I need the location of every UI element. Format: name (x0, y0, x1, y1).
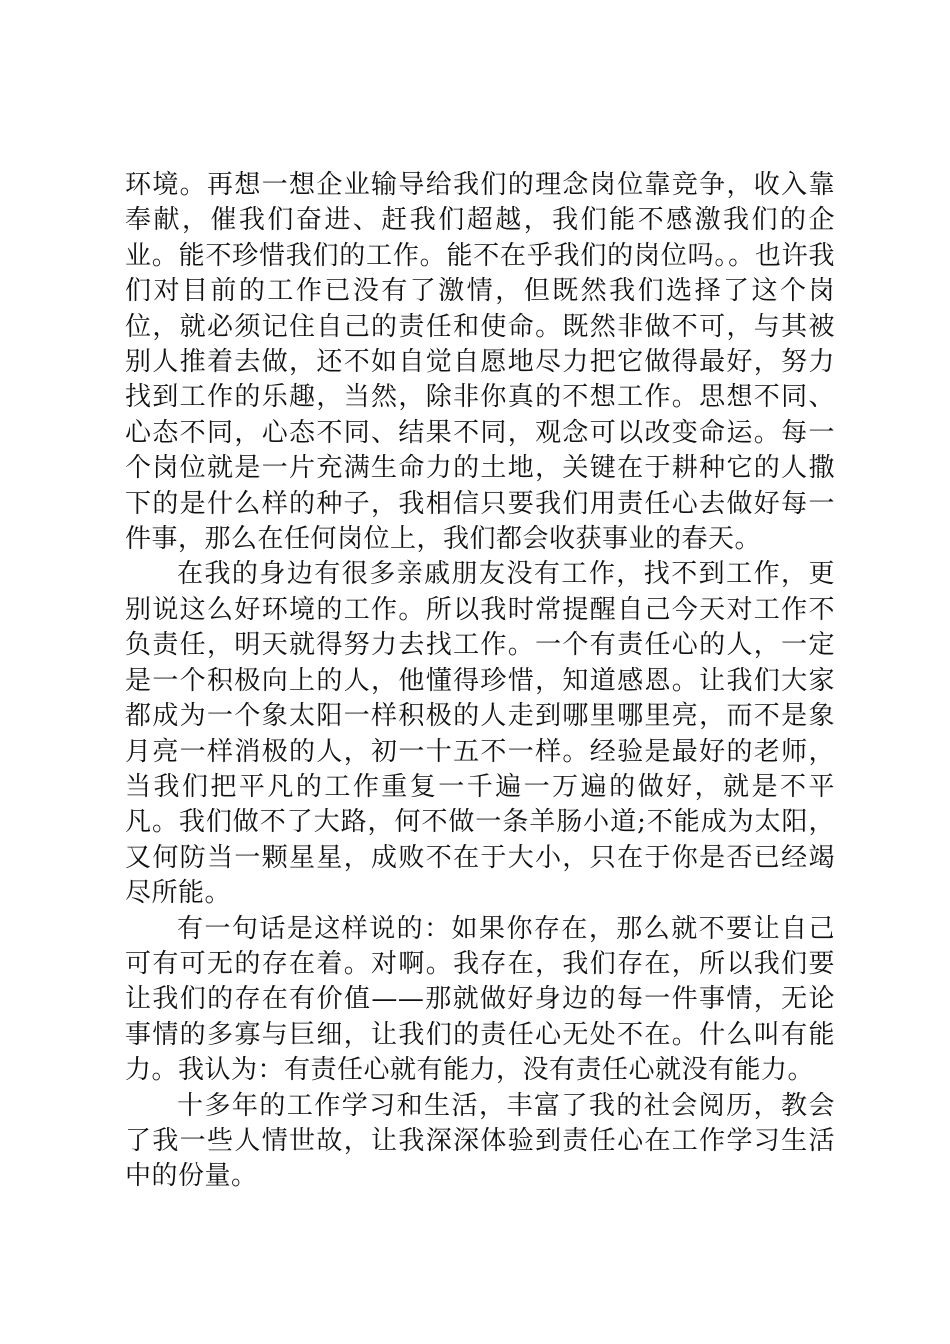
body-text (125, 168, 835, 1195)
paragraph-4: 十多年的工作学习和生活，丰富了我的社会阅历，教会了我一些人情世故，让我深深体验到责任心在工作学习生活中的份量。 (125, 1090, 835, 1192)
paragraph-2: 在我的身边有很多亲戚朋友没有工作，找不到工作，更别说这么好环境的工作。所以我时常提醒自己今天对工作不负责任，明天就得努力去找工作。一个有责任心的人，一定是一个积极向上的人，他懂得珍惜，知道感恩。让我们大家都成为一个象太阳一样积极的人走到哪里哪里亮，而不是象月亮一样消极的人，初一十五不一样。经验是最好的老师，当我们把平凡的工作重复一千遍一万遍的做好，就是不平凡。我们做不了大路，何不做一条羊肠小道;不能成为太阳，又何防当一颗星星，成败不在于大小，只在于你是否已经竭尽所能。 (125, 559, 835, 909)
paragraph-1: 环境。再想一想企业输导给我们的理念岗位靠竞争，收入靠奉献，催我们奋进、赶我们超越，我们能不感激我们的企业。能不珍惜我们的工作。能不在乎我们的岗位吗。。也许我们对目前的工作已没有了激情，但既然我们选择了这个岗位，就必须记住自己的责任和使命。既然非做不可，与其被别人推着去做，还不如自觉自愿地尽力把它做得最好，努力找到工作的乐趣，当然，除非你真的不想工作。思想不同、心态不同，心态不同、结果不同，观念可以改变命运。每一个岗位就是一片充满生命力的土地，关键在于耕种它的人撒下的是什么样的种子，我相信只要我们用责任心去做好每一件事，那么在任何岗位上，我们都会收获事业的春天。 (125, 170, 835, 555)
paragraph-3: 有一句话是这样说的：如果你存在，那么就不要让自己可有可无的存在着。对啊。我存在，我们存在，所以我们要让我们的存在有价值——那就做好身边的每一件事情，无论事情的多寡与巨细，让我们的责任心无处不在。什么叫有能力。我认为：有责任心就有能力，没有责任心就没有能力。 (125, 913, 835, 1086)
